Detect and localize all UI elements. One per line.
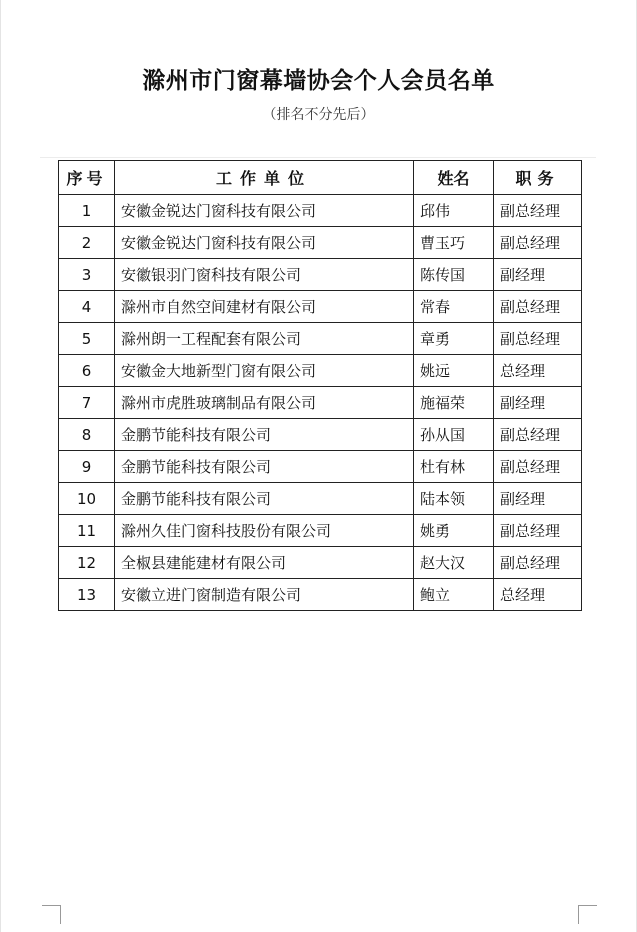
cell-company: 全椒县建能建材有限公司 (115, 547, 414, 579)
table-row (59, 355, 582, 387)
cell-index: 9 (59, 451, 115, 483)
cell-position: 副总经理 (494, 547, 582, 579)
cell-index: 12 (59, 547, 115, 579)
table-row (59, 451, 582, 483)
cell-index: 2 (59, 227, 115, 259)
cell-company: 安徽金大地新型门窗有限公司 (115, 355, 414, 387)
cell-company: 滁州市自然空间建材有限公司 (115, 291, 414, 323)
cell-position: 总经理 (494, 355, 582, 387)
table-row (59, 195, 582, 227)
cell-name: 姚远 (414, 355, 494, 387)
table-body (59, 195, 582, 611)
page-corner-mark-right (578, 905, 597, 924)
table-row (59, 227, 582, 259)
cell-company: 安徽金锐达门窗科技有限公司 (115, 227, 414, 259)
cell-position: 副经理 (494, 483, 582, 515)
cell-name: 施福荣 (414, 387, 494, 419)
document-subtitle: （排名不分先后） (262, 107, 375, 123)
cell-position: 副总经理 (494, 323, 582, 355)
cell-name: 陆本领 (414, 483, 494, 515)
cell-name: 杜有林 (414, 451, 494, 483)
cell-index: 3 (59, 259, 115, 291)
header-divider (40, 157, 596, 158)
table-row (59, 579, 582, 611)
cell-position: 副总经理 (494, 195, 582, 227)
cell-company: 金鹏节能科技有限公司 (115, 419, 414, 451)
cell-index: 4 (59, 291, 115, 323)
cell-index: 1 (59, 195, 115, 227)
cell-name: 章勇 (414, 323, 494, 355)
table-row (59, 547, 582, 579)
table-row (59, 323, 582, 355)
cell-position: 副总经理 (494, 451, 582, 483)
cell-name: 孙从国 (414, 419, 494, 451)
cell-index: 13 (59, 579, 115, 611)
cell-index: 7 (59, 387, 115, 419)
cell-company: 安徽银羽门窗科技有限公司 (115, 259, 414, 291)
cell-company: 滁州市虎胜玻璃制品有限公司 (115, 387, 414, 419)
cell-company: 金鹏节能科技有限公司 (115, 483, 414, 515)
cell-index: 8 (59, 419, 115, 451)
cell-index: 6 (59, 355, 115, 387)
page-corner-mark-left (42, 905, 61, 924)
header-position: 职务 (494, 161, 582, 195)
table-row (59, 259, 582, 291)
cell-name: 常春 (414, 291, 494, 323)
cell-index: 10 (59, 483, 115, 515)
cell-company: 安徽金锐达门窗科技有限公司 (115, 195, 414, 227)
table-header-row (59, 161, 582, 195)
cell-index: 5 (59, 323, 115, 355)
cell-position: 副总经理 (494, 227, 582, 259)
header-name: 姓名 (414, 161, 494, 195)
table-row (59, 483, 582, 515)
cell-position: 副总经理 (494, 419, 582, 451)
member-table (58, 160, 582, 611)
cell-company: 滁州朗一工程配套有限公司 (115, 323, 414, 355)
cell-name: 姚勇 (414, 515, 494, 547)
cell-position: 副总经理 (494, 291, 582, 323)
header-company: 工作单位 (115, 161, 414, 195)
cell-position: 副经理 (494, 387, 582, 419)
cell-position: 总经理 (494, 579, 582, 611)
cell-name: 鲍立 (414, 579, 494, 611)
cell-name: 赵大汉 (414, 547, 494, 579)
table-row (59, 291, 582, 323)
cell-company: 金鹏节能科技有限公司 (115, 451, 414, 483)
table-row (59, 387, 582, 419)
header-index: 序号 (59, 161, 115, 195)
cell-index: 11 (59, 515, 115, 547)
cell-position: 副经理 (494, 259, 582, 291)
table-row (59, 515, 582, 547)
cell-company: 滁州久佳门窗科技股份有限公司 (115, 515, 414, 547)
table-row (59, 419, 582, 451)
document-title: 滁州市门窗幕墙协会个人会员名单 (142, 68, 495, 94)
page-edge-left (0, 0, 1, 932)
cell-company: 安徽立进门窗制造有限公司 (115, 579, 414, 611)
cell-name: 陈传国 (414, 259, 494, 291)
cell-position: 副总经理 (494, 515, 582, 547)
cell-name: 邱伟 (414, 195, 494, 227)
cell-name: 曹玉巧 (414, 227, 494, 259)
